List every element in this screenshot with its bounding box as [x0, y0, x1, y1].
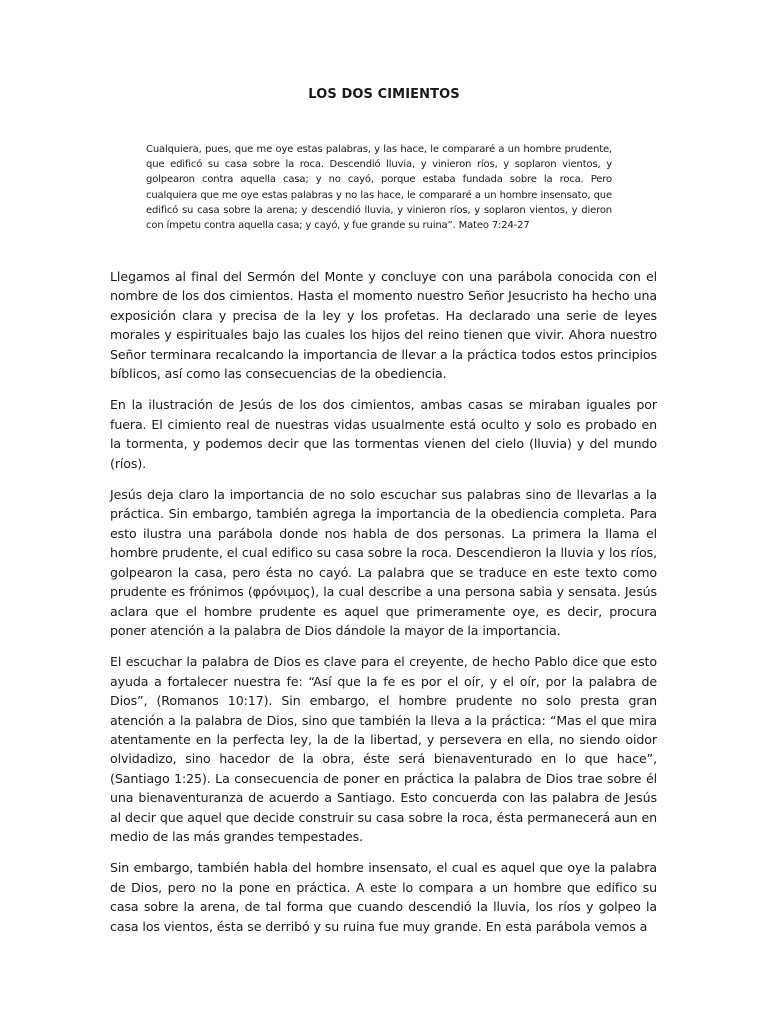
- paragraph-5: Sin embargo, también habla del hombre insensato, el cual es aquel que oye la palabra de Dios, pero no la pone en práctica. A este lo compara a un hombre que edifico su casa sobre la arena, de tal forma que cuando descendió la lluvia, los ríos y golpeo la casa los vientos, ésta se derribó y su ruina fue muy grande. En esta parábola vemos a: [110, 860, 657, 934]
- paragraph-1: Llegamos al final del Sermón del Monte y concluye con una parábola conocida con el nombre de los dos cimientos. Hasta el momento nuestro Señor Jesucristo ha hecho una exposición clara y precisa de la ley y los profetas. Ha declarado una serie de leyes morales y espirituales bajo las cuales los hijos del reino tienen que vivir. Ahora nuestro Señor terminara recalcando la importancia de llevar a la práctica todos estos principios bíblicos, así como las consecuencias de la obediencia.: [110, 269, 657, 382]
- paragraph-4: El escuchar la palabra de Dios es clave para el creyente, de hecho Pablo dice que esto ayuda a fortalecer nuestra fe: “Así que la fe es por el oír, y el oír, por la palabra de Dios”, (Romanos 10:17). Sin embargo, el hombre prudente no solo presta gran atención a la palabra de Dios, sino que también la lleva a la práctica: “Mas el que mira atentamente en la perfecta ley, la de la libertad, y persevera en ella, no siendo oidor olvidadizo, sino hacedor de la obra, éste será bienaventurado en lo que hace”, (Santiago 1:25). La consecuencia de poner en práctica la palabra de Dios trae sobre él una bienaventuranza de acuerdo a Santiago. Esto concuerda con las palabra de Jesús al decir que aquel que decide construir su casa sobre la roca, ésta permanecerá aun en medio de las más grandes tempestades.: [110, 654, 657, 844]
- document-body: [110, 267, 657, 948]
- document-title: LOS DOS CIMIENTOS: [308, 87, 460, 102]
- paragraph-2: En la ilustración de Jesús de los dos cimientos, ambas casas se miraban iguales por fuera. El cimiento real de nuestras vidas usualmente está oculto y solo es probado en la tormenta, y podemos decir que las tormentas vienen del cielo (lluvia) y del mundo (ríos).: [110, 397, 657, 471]
- paragraph-3: Jesús deja claro la importancia de no solo escuchar sus palabras sino de llevarlas a la práctica. Sin embargo, también agrega la importancia de la obediencia completa. Para esto ilustra una parábola donde nos habla de dos personas. La primera la llama el hombre prudente, el cual edifico su casa sobre la roca. Descendieron la lluvia y los ríos, golpearon la casa, pero ésta no cayó. La palabra que se traduce en este texto como prudente es frónimos (φρόνιμος), la cual describe a una persona sabia y sensata. Jesús aclara que el hombre prudente es aquel que primeramente oye, es decir, procura poner atención a la palabra de Dios dándole la mayor de la importancia.: [110, 487, 657, 638]
- scripture-quote: Cualquiera, pues, que me oye estas palabras, y las hace, le compararé a un hombre prudente, que edificó su casa sobre la roca. Descendió lluvia, y vinieron ríos, y soplaron vientos, y golpearon contra aquella casa; y no cayó, porque estaba fundada sobre la roca. Pero cualquiera que me oye estas palabras y no las hace, le compararé a un hombre insensato, que edificó su casa sobre la arena; y descendió lluvia, y vinieron ríos, y soplaron vientos, y dieron con ímpetu contra aquella casa; y cayó, y fue grande su ruina”. Mateo 7:24-27: [146, 144, 612, 232]
